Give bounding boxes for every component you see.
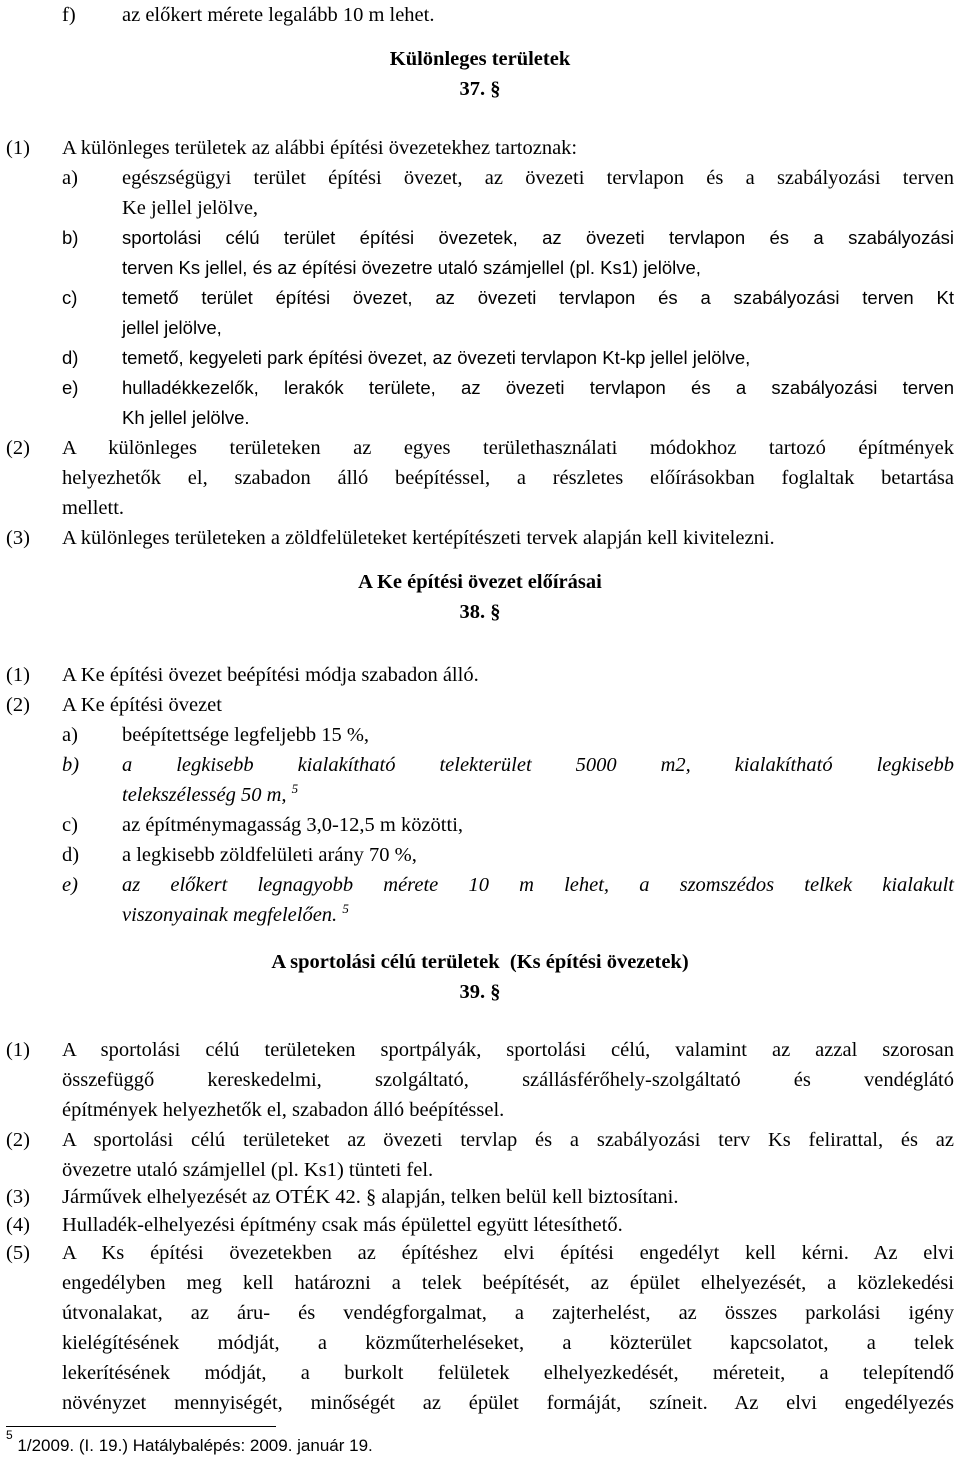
paragraph-number: (1) [6, 137, 30, 159]
footnote-number: 5 [6, 1428, 13, 1442]
list-item [0, 283, 960, 313]
section-heading: Különleges területek [389, 48, 571, 70]
paragraph-text: A különleges területeken az egyes területhasználati módokhoz tartozó építmények [62, 437, 954, 459]
item-text: terven Ks jellel, és az építési övezetre utaló számjellel (pl. Ks1) jelölve, [122, 257, 701, 278]
paragraph-text: A különleges területeken a zöldfelületeket kertépítészeti tervek alapján kell kivitelezni. [62, 527, 775, 549]
item-text: az előkert mérete legalább 10 m lehet. [122, 4, 435, 26]
section-number: 39. § [459, 981, 501, 1003]
paragraph [0, 1210, 960, 1240]
item-text: telekszélesség 50 m, [122, 784, 287, 806]
paragraph-text: Járművek elhelyezését az OTÉK 42. § alapján, telken belül kell biztosítani. [62, 1186, 679, 1208]
paragraph-text: övezetre utaló számjellel (pl. Ks1) tünteti fel. [62, 1159, 434, 1181]
paragraph-text: kielégítésének módját, a közműterheléseket, a közterület kapcsolatot, a telek [62, 1332, 954, 1354]
item-text: hulladékkezelők, lerakók területe, az övezeti tervlapon és a szabályozási terven [122, 377, 954, 398]
list-item [0, 750, 960, 780]
paragraph-number: (3) [6, 527, 30, 549]
item-label: b) [62, 227, 79, 248]
paragraph-text: A sportolási célú területeken sportpályák, sportolási célú, valamint az azzal szorosan [62, 1039, 954, 1061]
paragraph-number: (5) [6, 1242, 30, 1264]
paragraph-text: A Ks építési övezetekben az építéshez elvi építési engedélyt kell kérni. Az elvi [62, 1242, 954, 1264]
paragraph-number: (2) [6, 694, 30, 716]
section-number: 37. § [459, 78, 501, 100]
item-text: sportolási célú terület építési övezetek, az övezeti tervlapon és a szabályozási [122, 227, 954, 248]
item-text: az építménymagasság 3,0-12,5 m közötti, [122, 814, 464, 836]
section-heading: A Ke építési övezet előírásai [358, 571, 602, 593]
item-text: Ke jellel jelölve, [122, 197, 259, 219]
paragraph [0, 690, 960, 720]
paragraph [0, 523, 960, 553]
paragraph-text: A különleges területek az alábbi építési övezetekhez tartoznak: [62, 137, 578, 159]
paragraph [0, 1182, 960, 1212]
paragraph-number: (4) [6, 1214, 30, 1236]
item-label: a) [62, 167, 78, 189]
item-label: c) [62, 287, 78, 308]
paragraph-number: (1) [6, 1039, 30, 1061]
paragraph-number: (3) [6, 1186, 30, 1208]
paragraph [0, 1125, 960, 1155]
paragraph-text: útvonalakat, az áru- és vendégforgalmat, a zajterhelést, az összes parkolási igény [62, 1302, 954, 1324]
footnote-divider [6, 1426, 276, 1427]
item-label: c) [62, 814, 78, 836]
item-text: jellel jelölve, [122, 317, 222, 338]
paragraph-text: építmények helyezhetők el, szabadon álló beépítéssel. [62, 1099, 505, 1121]
paragraph-text: engedélyben meg kell határozni a telek beépítését, az épület elhelyezését, a közlekedési [62, 1272, 954, 1294]
list-item [0, 223, 960, 253]
paragraph [0, 660, 960, 690]
paragraph [0, 1035, 960, 1065]
item-text: egészségügyi terület építési övezet, az övezeti tervlapon és a szabályozási terven [122, 167, 954, 189]
item-text: beépítettsége legfeljebb 15 %, [122, 724, 370, 746]
item-text: a legkisebb kialakítható telekterület 5000 m2, kialakítható legkisebb [122, 754, 954, 776]
list-item [0, 163, 960, 193]
list-item [0, 810, 960, 840]
paragraph-text: Hulladék-elhelyezési építmény csak más épülettel együtt létesíthető. [62, 1214, 623, 1236]
paragraph-number: (1) [6, 664, 30, 686]
item-text: viszonyainak megfelelően. [122, 904, 338, 926]
footnote-ref: 5 [342, 901, 349, 916]
footnote [6, 1428, 373, 1456]
paragraph-text: lekerítésének módját, a burkolt felületek elhelyezkedését, méreteit, a telepítendő [62, 1362, 954, 1384]
item-text: a legkisebb zöldfelületi arány 70 %, [122, 844, 417, 866]
paragraph [0, 1238, 960, 1268]
item-label: d) [62, 347, 79, 368]
section-number: 38. § [459, 601, 501, 623]
paragraph-text: A Ke építési övezet [62, 694, 222, 716]
list-item [0, 840, 960, 870]
item-text: Kh jellel jelölve. [122, 407, 250, 428]
item-text: temető terület építési övezet, az övezeti tervlapon és a szabályozási terven Kt [122, 287, 954, 308]
list-item [0, 343, 960, 373]
list-item [0, 373, 960, 403]
paragraph [0, 133, 960, 163]
paragraph-text: összefüggő kereskedelmi, szolgáltató, szállásférőhely-szolgáltató és vendéglátó [62, 1069, 954, 1091]
paragraph-text: helyezhetők el, szabadon álló beépítéssel, a részletes előírásokban foglaltak betartása [62, 467, 954, 489]
item-label: e) [62, 377, 79, 398]
item-label: e) [62, 874, 78, 896]
paragraph-text: mellett. [62, 497, 125, 519]
footnote-ref: 5 [291, 781, 299, 796]
footnote-text: 1/2009. (I. 19.) Hatálybalépés: 2009. január 19. [17, 1436, 373, 1455]
item-text: temető, kegyeleti park építési övezet, az övezeti tervlapon Kt-kp jellel jelölve, [122, 347, 751, 368]
paragraph [0, 433, 960, 463]
item-label: b) [62, 754, 80, 776]
list-item [0, 870, 960, 900]
item-label: a) [62, 724, 78, 746]
paragraph-text: növényzet mennyiségét, minőségét az épület formáját, színeit. Az elvi engedélyezés [62, 1392, 954, 1414]
list-item [0, 0, 960, 30]
item-label: d) [62, 844, 80, 866]
paragraph-number: (2) [6, 437, 30, 459]
paragraph-number: (2) [6, 1129, 30, 1151]
paragraph-text: A Ke építési övezet beépítési módja szabadon álló. [62, 664, 479, 686]
paragraph-text: A sportolási célú területeket az övezeti tervlap és a szabályozási terv Ks felirattal, és az [62, 1129, 954, 1151]
list-item [0, 720, 960, 750]
item-label: f) [62, 4, 76, 26]
section-heading: A sportolási célú területek (Ks építési övezetek) [271, 951, 689, 973]
item-text: az előkert legnagyobb mérete 10 m lehet, a szomszédos telkek kialakult [122, 874, 954, 896]
